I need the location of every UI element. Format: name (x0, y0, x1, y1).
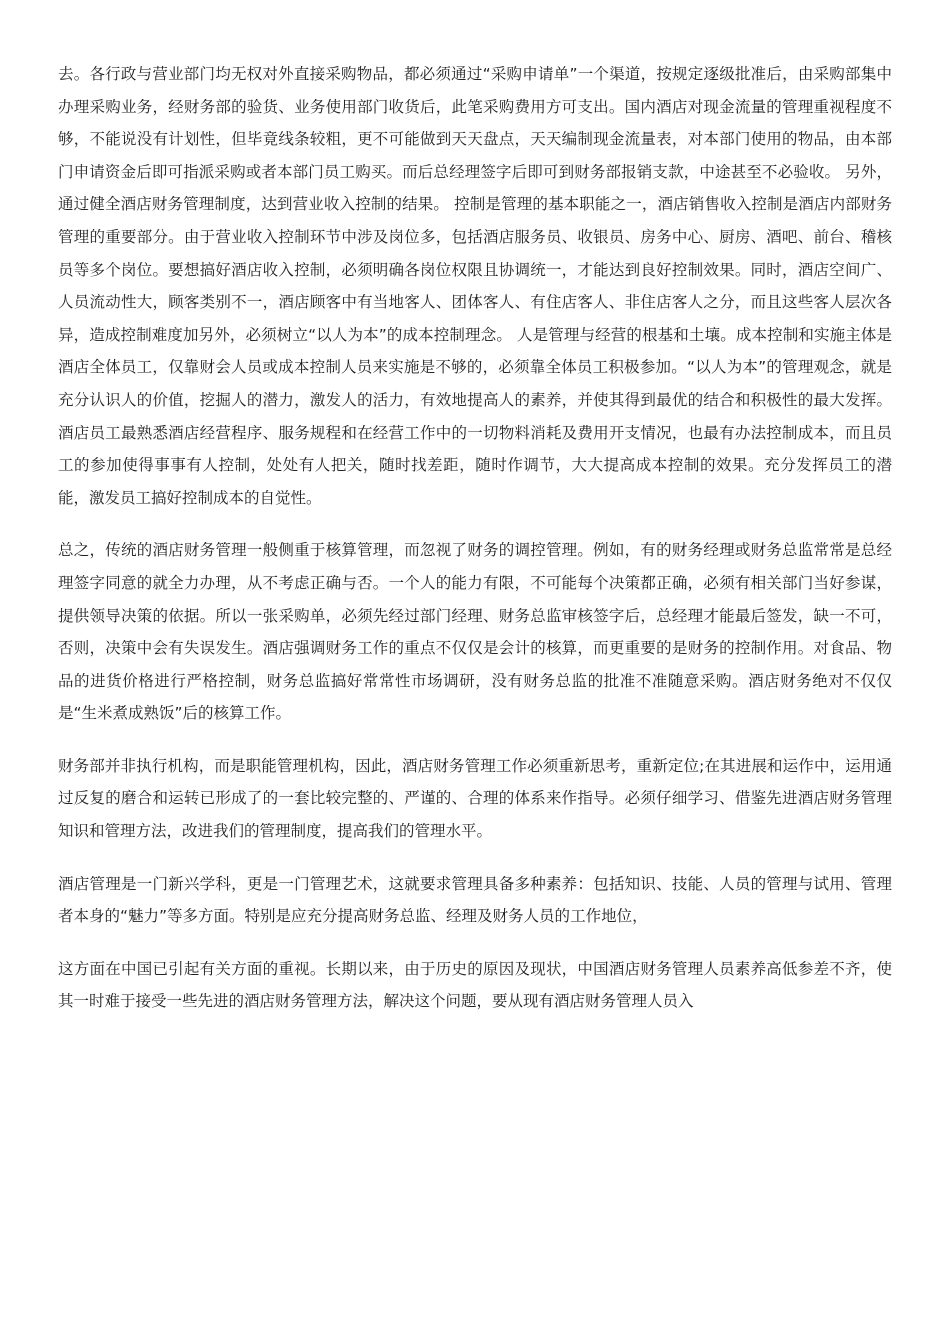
paragraph: 总之，传统的酒店财务管理一般侧重于核算管理，而忽视了财务的调控管理。例如，有的财务经理或财务总监常常是总经理签字同意的就全力办理，从不考虑正确与否。一个人的能力有限，不可能每个决策都正确，必须有相关部门当好参谋，提供领导决策的依据。所以一张采购单，必须先经过部门经理、财务总监审核签字后，总经理才能最后签发，缺一不可，否则，决策中会有失误发生。酒店强调财务工作的重点不仅仅是会计的核算，而更重要的是财务的控制作用。对食品、物品的进货价格进行严格控制，财务总监搞好常常性市场调研，没有财务总监的批准不准随意采购。酒店财务绝对不仅仅是“生米煮成熟饭”后的核算工作。 (58, 541, 892, 723)
paragraph: 去。各行政与营业部门均无权对外直接采购物品，都必须通过“采购申请单”一个渠道，按规定逐级批准后，由采购部集中办理采购业务，经财务部的验货、业务使用部门收货后，此笔采购费用方可支出。国内酒店对现金流量的管理重视程度不够，不能说没有计划性，但毕竟线条较粗，更不可能做到天天盘点，天天编制现金流量表，对本部门使用的物品，由本部门申请资金后即可指派采购或者本部门员工购买。而后总经理签字后即可到财务部报销支款，中途甚至不必验收。 另外，通过健全酒店财务管理制度，达到营业收入控制的结果。 控制是管理的基本职能之一，酒店销售收入控制是酒店内部财务管理的重要部分。由于营业收入控制环节中涉及岗位多，包括酒店服务员、收银员、房务中心、厨房、酒吧、前台、稽核员等多个岗位。要想搞好酒店收入控制，必须明确各岗位权限且协调统一，才能达到良好控制效果。同时，酒店空间广、人员流动性大，顾客类别不一，酒店顾客中有当地客人、团体客人、有住店客人、非住店客人之分，而且这些客人层次各异，造成控制难度加另外，必须树立“以人为本”的成本控制理念。 人是管理与经营的根基和土壤。成本控制和实施主体是酒店全体员工，仅靠财会人员或成本控制人员来实施是不够的，必须靠全体员工积极参加。“以人为本”的管理观念，就是充分认识人的价值，挖掘人的潜力，激发人的活力，有效地提高人的素养，并使其得到最优的结合和积极性的最大发挥。酒店员工最熟悉酒店经营程序、服务规程和在经营工作中的一切物料消耗及费用开支情况，也最有办法控制成本，而且员工的参加使得事事有人控制，处处有人把关，随时找差距，随时作调节，大大提高成本控制的效果。充分发挥员工的潜能，激发员工搞好控制成本的自觉性。 (58, 65, 892, 507)
paragraph: 这方面在中国已引起有关方面的重视。长期以来，由于历史的原因及现状，中国酒店财务管理人员素养高低参差不齐，使其一时难于接受一些先进的酒店财务管理方法，解决这个问题，要从现有酒店财务管理人员入 (58, 959, 892, 1011)
document-page (58, 58, 892, 1018)
paragraph: 财务部并非执行机构，而是职能管理机构，因此，酒店财务管理工作必须重新思考，重新定位;在其进展和运作中，运用通过反复的磨合和运转已形成了的一套比较完整的、严谨的、合理的体系来作指导。必须仔细学习、借鉴先进酒店财务管理知识和管理方法，改进我们的管理制度，提高我们的管理水平。 (58, 756, 892, 841)
paragraph: 酒店管理是一门新兴学科，更是一门管理艺术，这就要求管理具备多种素养：包括知识、技能、人员的管理与试用、管理者本身的“魅力”等多方面。特别是应充分提高财务总监、经理及财务人员的工作地位， (58, 874, 892, 926)
